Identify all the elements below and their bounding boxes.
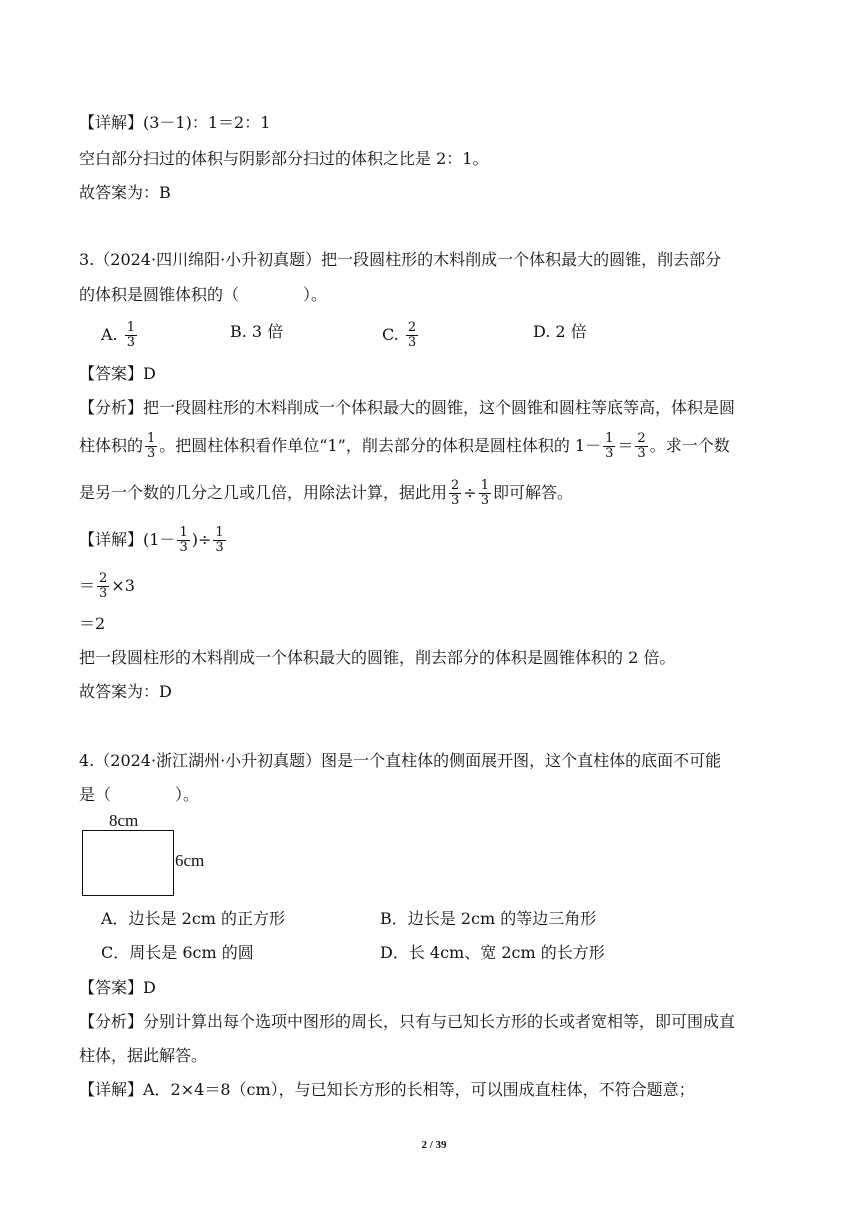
rectangle-figure — [82, 830, 174, 896]
text-line: 空白部分扫过的体积与阴影部分扫过的体积之比是 2：1。 — [79, 149, 489, 168]
answer-label: 【答案】D — [79, 978, 156, 997]
fraction: $\frac{1}{3}$ — [480, 478, 489, 508]
option-d: D．长 4cm、宽 2cm 的长方形 — [380, 943, 605, 962]
option-a — [101, 321, 139, 350]
analysis-line: 柱体积的 $\frac{1}{3}$ 。把圆柱体积看作单位“1”，削去部分的体积是圆柱体积的 1－ $\frac{1}{3}$ ＝ $\frac{2}{3}$ 。求一个数 — [79, 431, 730, 461]
analysis-line: 【分析】分别计算出每个选项中图形的周长，只有与已知长方形的长或者宽相等，即可围成直 — [79, 1012, 736, 1031]
height-label: 6cm — [175, 851, 205, 870]
fraction: $\frac{2}{3}$ — [99, 571, 108, 601]
detail-line: ＝ $\frac{2}{3}$ ×3 — [79, 571, 135, 601]
fraction: $\frac{1}{3}$ — [126, 320, 136, 350]
fraction: $\frac{2}{3}$ — [407, 320, 417, 350]
option-b: B．边长是 2cm 的等边三角形 — [380, 909, 597, 928]
fraction: $\frac{1}{3}$ — [215, 525, 224, 555]
fraction: $\frac{2}{3}$ — [451, 478, 460, 508]
option-c: C．周长是 6cm 的圆 — [101, 943, 254, 962]
option-d: D. 2 倍 — [533, 322, 587, 341]
option-a: A．边长是 2cm 的正方形 — [101, 909, 286, 928]
answer-line: 故答案为：D — [79, 682, 172, 701]
analysis-line: 是另一个数的几分之几或几倍，用除法计算，据此用 $\frac{2}{3}$ ÷ $\frac{1}{3}$ 即可解答。 — [79, 478, 573, 508]
detail-line: 【详解】A．2×4＝8（cm），与已知长方形的长相等，可以围成直柱体，不符合题意； — [79, 1080, 695, 1099]
fraction: $\frac{1}{3}$ — [605, 431, 614, 461]
option-c — [382, 321, 420, 350]
detail-line: 【详解】(3－1)：1＝2：1 — [79, 113, 271, 132]
width-label: 8cm — [109, 811, 139, 830]
fraction: $\frac{2}{3}$ — [637, 431, 646, 461]
fraction: $\frac{1}{3}$ — [147, 431, 156, 461]
question-4-text-cont: 是（ ）。 — [79, 785, 200, 804]
analysis-line: 【分析】把一段圆柱形的木料削成一个体积最大的圆锥，这个圆锥和圆柱等底等高，体积是圆 — [79, 398, 736, 417]
question-3-text-cont: 的体积是圆锥体积的（ ）。 — [79, 285, 328, 304]
detail-line: ＝2 — [79, 614, 106, 633]
page-number: 2 / 39 — [421, 1139, 447, 1151]
answer-label: 【答案】D — [79, 364, 156, 383]
question-4-text: 4.（2024·浙江湖州·小升初真题）图是一个直柱体的侧面展开图，这个直柱体的底面不可能 — [79, 751, 722, 770]
detail-line: 【详解】(1－ $\frac{1}{3}$ )÷ $\frac{1}{3}$ — [79, 525, 224, 555]
option-b: B. 3 倍 — [230, 322, 284, 341]
analysis-line: 柱体，据此解答。 — [79, 1046, 208, 1065]
option-a-label: A. — [101, 325, 118, 344]
answer-line: 故答案为：B — [79, 183, 171, 202]
option-c-label: C. — [382, 325, 399, 344]
text-line: 把一段圆柱形的木料削成一个体积最大的圆锥，削去部分的体积是圆锥体积的 2 倍。 — [79, 648, 676, 667]
question-3-text: 3.（2024·四川绵阳·小升初真题）把一段圆柱形的木料削成一个体积最大的圆锥，削去部分 — [79, 250, 722, 269]
fraction: $\frac{1}{3}$ — [179, 525, 188, 555]
